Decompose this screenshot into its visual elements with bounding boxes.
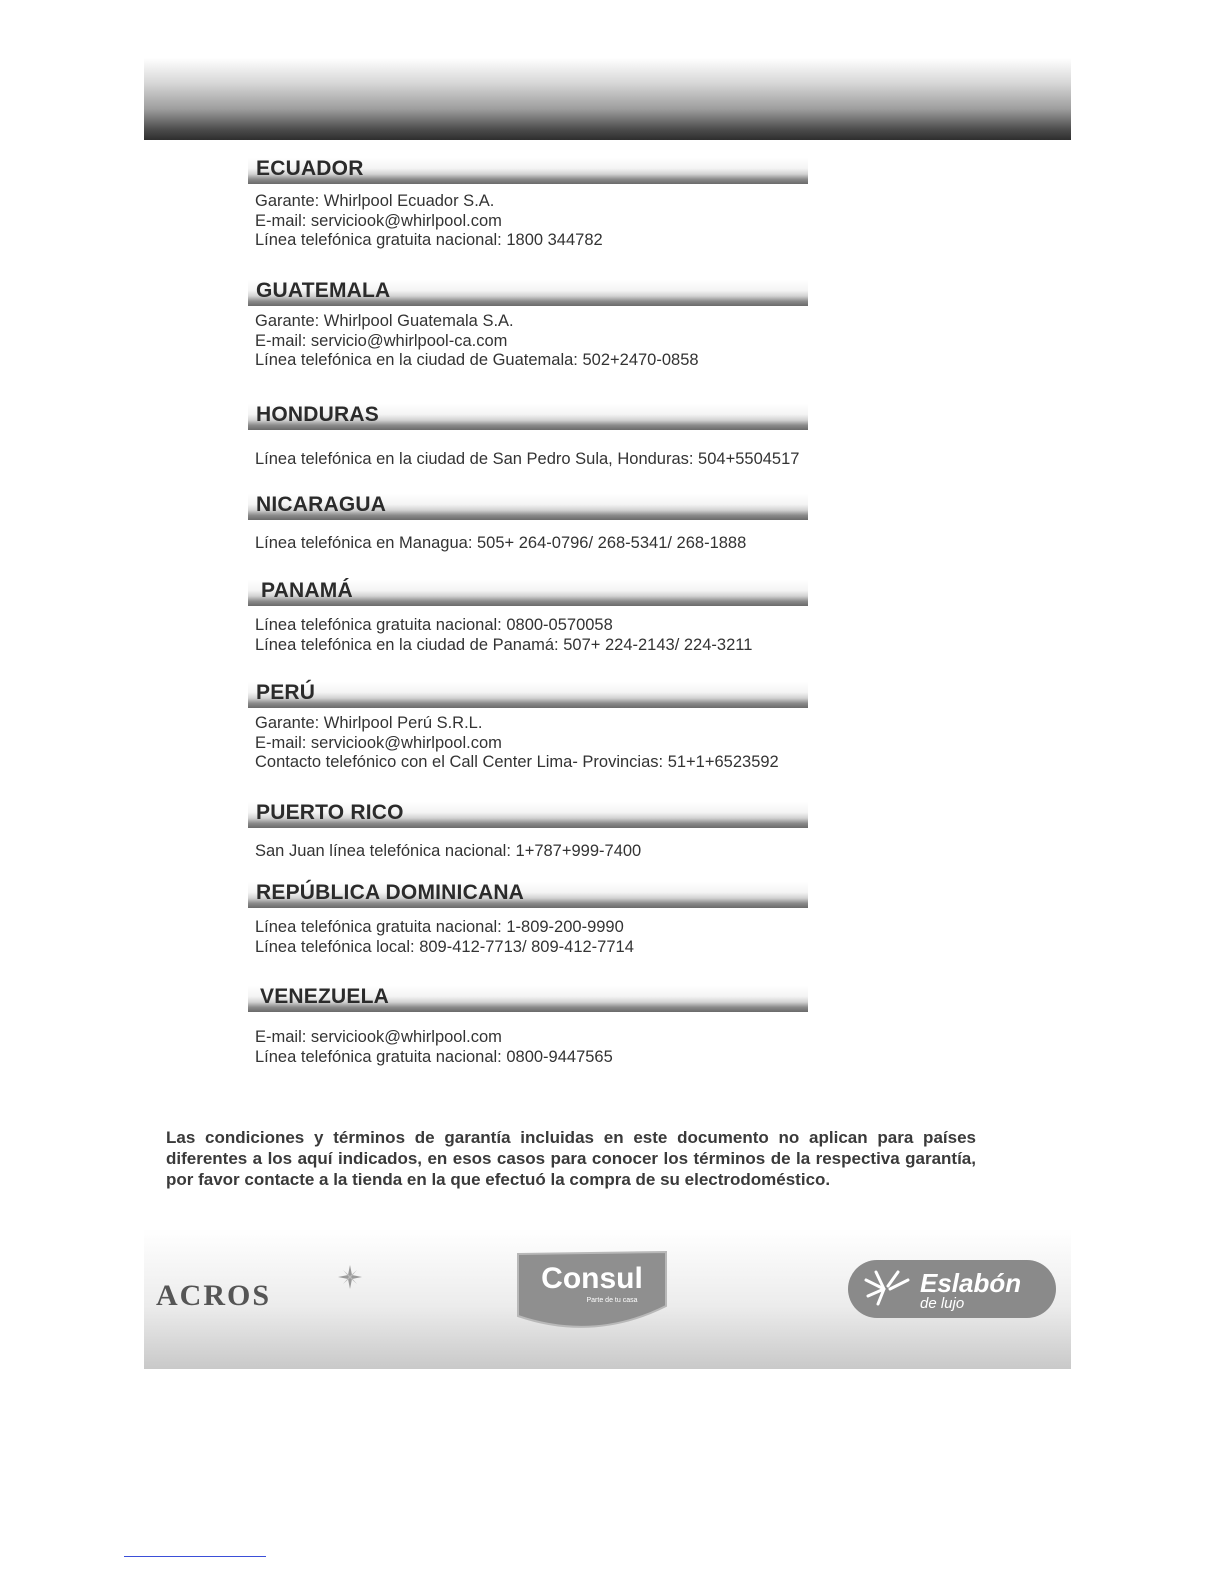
section-republica-dominicana: [248, 882, 948, 957]
warranty-disclaimer: Las condiciones y términos de garantía incluidas en este documento no aplican para países diferentes a los aquí indicados, en esos casos para conocer los términos de la respectiva garantía, por favor contacte a la tienda en la que efectuó la compra de su electrodoméstico.: [166, 1128, 976, 1189]
footnote-separator: [124, 1556, 266, 1557]
country-header: [248, 158, 808, 184]
document-page: [144, 58, 1071, 1369]
country-name: REPÚBLICA DOMINICANA: [256, 881, 525, 904]
eslabon-logo: [846, 1258, 1058, 1320]
info-line: Línea telefónica gratuita nacional: 0800-0570058: [255, 616, 613, 634]
info-line: Línea telefónica en la ciudad de Guatemala: 502+2470-0858: [255, 351, 699, 369]
header-gradient-band: [144, 58, 1071, 140]
info-lines: [248, 616, 948, 655]
info-lines: [248, 312, 948, 371]
svg-text:Eslabón: Eslabón: [920, 1268, 1022, 1298]
country-header: [248, 404, 808, 430]
info-line: E-mail: serviciook@whirlpool.com: [255, 1028, 502, 1046]
info-lines: [248, 918, 948, 957]
info-line: Garante: Whirlpool Ecuador S.A.: [255, 192, 495, 210]
svg-text:Consul: Consul: [541, 1262, 643, 1295]
country-header: [248, 882, 808, 908]
consul-logo: [514, 1250, 670, 1332]
section-guatemala: [248, 280, 948, 371]
section-nicaragua: [248, 494, 948, 554]
info-lines: [248, 192, 948, 251]
info-line: Línea telefónica local: 809-412-7713/ 809-412-7714: [255, 937, 634, 956]
section-ecuador: [248, 158, 948, 251]
section-honduras: [248, 404, 948, 470]
country-name: NICARAGUA: [256, 493, 387, 516]
info-line: E-mail: servicio@whirlpool-ca.com: [255, 331, 508, 350]
info-line: Garante: Whirlpool Guatemala S.A.: [255, 312, 514, 330]
info-lines: [248, 842, 948, 862]
info-lines: [248, 534, 948, 554]
svg-text:Parte de tu casa: Parte de tu casa: [586, 1297, 638, 1304]
info-lines: [248, 1028, 948, 1067]
country-name: PERÚ: [256, 681, 316, 704]
section-venezuela: [248, 986, 948, 1067]
country-name: ECUADOR: [256, 157, 364, 180]
info-line: E-mail: serviciook@whirlpool.com: [255, 733, 502, 752]
country-header: [248, 580, 808, 606]
country-name: HONDURAS: [256, 403, 379, 426]
country-name: GUATEMALA: [256, 279, 391, 302]
svg-text:de lujo: de lujo: [920, 1295, 965, 1312]
info-line: Garante: Whirlpool Perú S.R.L.: [255, 714, 483, 732]
country-header: [248, 682, 808, 708]
info-line: E-mail: serviciook@whirlpool.com: [255, 211, 502, 230]
svg-text:ACROS: ACROS: [156, 1279, 272, 1312]
section-puerto-rico: [248, 802, 948, 862]
info-lines: [248, 714, 948, 773]
country-name: PUERTO RICO: [256, 801, 404, 824]
info-lines: [248, 450, 948, 470]
section-peru: [248, 682, 948, 773]
country-name: PANAMÁ: [261, 579, 353, 602]
country-header: [248, 280, 808, 306]
country-header: [248, 986, 808, 1012]
info-line: Línea telefónica gratuita nacional: 1800 344782: [255, 231, 603, 249]
info-line: Línea telefónica en Managua: 505+ 264-0796/ 268-5341/ 268-1888: [255, 534, 747, 552]
country-name: VENEZUELA: [260, 985, 389, 1008]
info-line: Contacto telefónico con el Call Center Lima- Provincias: 51+1+6523592: [255, 753, 779, 771]
country-header: [248, 802, 808, 828]
section-panama: [248, 580, 948, 655]
info-line: Línea telefónica en la ciudad de San Pedro Sula, Honduras: 504+5504517: [255, 450, 800, 468]
info-line: Línea telefónica gratuita nacional: 1-809-200-9990: [255, 918, 624, 936]
info-line: Línea telefónica en la ciudad de Panamá: 507+ 224-2143/ 224-3211: [255, 635, 753, 654]
country-header: [248, 494, 808, 520]
acros-logo: [154, 1263, 369, 1313]
sparkle-icon: [338, 1265, 362, 1289]
info-line: San Juan línea telefónica nacional: 1+787+999-7400: [255, 842, 642, 860]
info-line: Línea telefónica gratuita nacional: 0800-9447565: [255, 1047, 613, 1066]
